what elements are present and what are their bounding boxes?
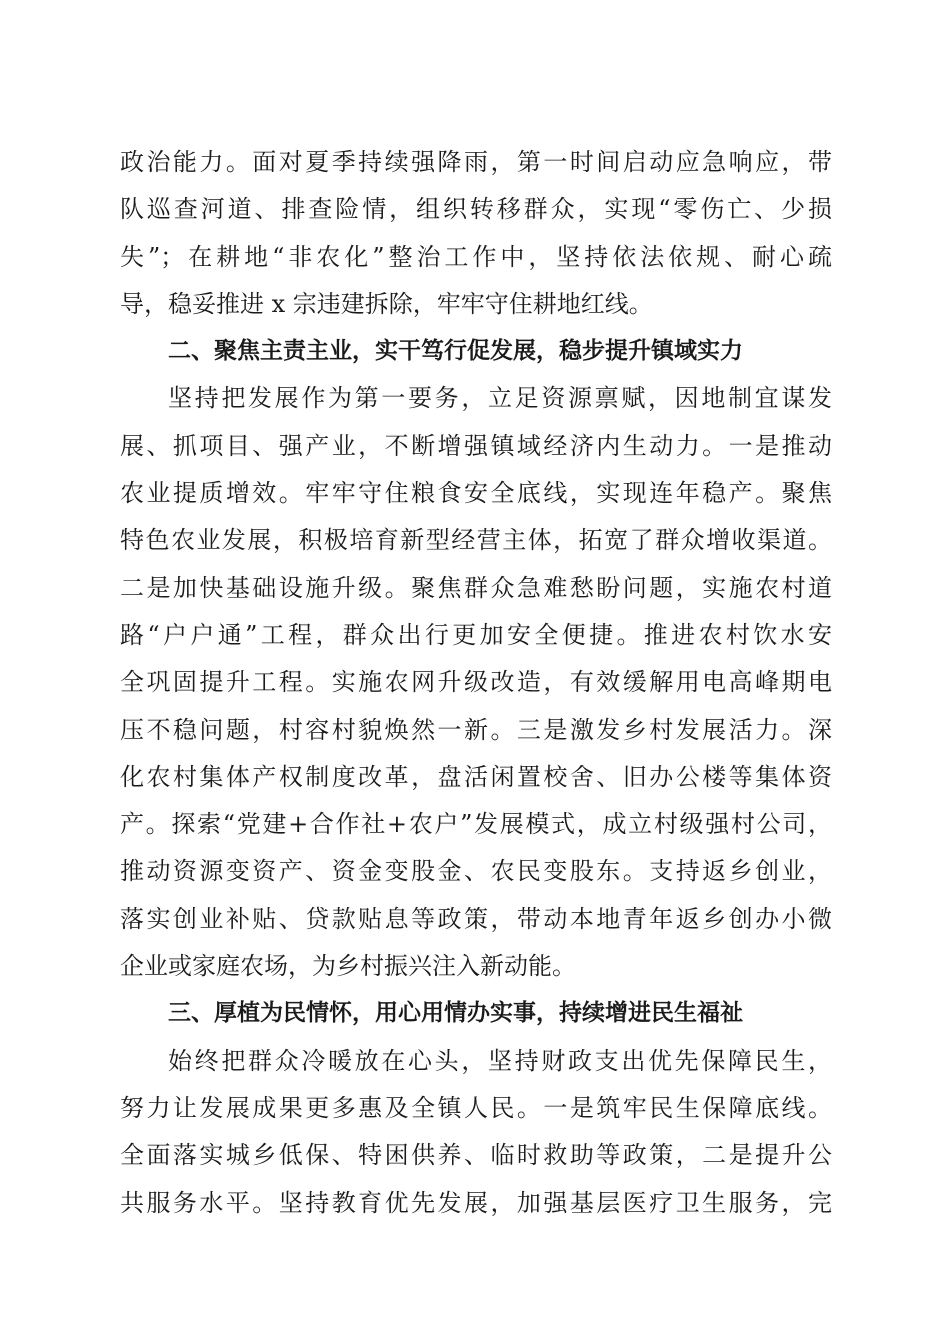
paragraph-3: [120, 1038, 832, 1227]
text-line: 产。探索“党建+合作社+农户”发展模式，成立村级强村公司，: [120, 810, 832, 839]
text-line: 政治能力。面对夏季持续强降雨，第一时间启动应急响应，带: [120, 148, 832, 176]
text-line: 二是加快基础设施升级。聚焦群众急难愁盼问题，实施农村道: [120, 573, 832, 602]
text-line: 推动资源变资产、资金变股金、农民变股东。支持返乡创业，: [120, 857, 832, 886]
paragraph-1: [120, 139, 832, 328]
text-line: 导，稳妥推进 x 宗违建拆除，牢牢守住耕地红线。: [120, 289, 653, 318]
text-line: 路“户户通”工程，群众出行更加安全便捷。推进农村饮水安: [120, 620, 832, 649]
section-heading-3: 三、厚植为民情怀，用心用情办实事，持续增进民生福祉: [168, 1000, 743, 1027]
text-line: 队巡查河道、排查险情，组织转移群众，实现“零伤亡、少损: [120, 195, 832, 224]
text-line: 始终把群众冷暖放在心头，坚持财政支出优先保障民生，: [168, 1046, 832, 1075]
text-line: 共服务水平。坚持教育优先发展，加强基层医疗卫生服务，完: [120, 1188, 832, 1217]
document-body: [120, 139, 832, 1227]
text-line: 努力让发展成果更多惠及全镇人民。一是筑牢民生保障底线。: [120, 1093, 832, 1122]
text-line: 压不稳问题，村容村貌焕然一新。三是激发乡村发展活力。深: [120, 715, 832, 744]
section-heading-2: 二、聚焦主责主业，实干笃行促发展，稳步提升镇域实力: [168, 338, 743, 365]
text-line: 全巩固提升工程。实施农网升级改造，有效缓解用电高峰期电: [120, 668, 832, 697]
text-line: 特色农业发展，积极培育新型经营主体，拓宽了群众增收渠道。: [120, 526, 832, 555]
text-line: 失”；在耕地“非农化”整治工作中，坚持依法依规、耐心疏: [120, 242, 832, 271]
text-line: 坚持把发展作为第一要务，立足资源禀赋，因地制宜谋发: [168, 384, 832, 413]
text-line: 落实创业补贴、贷款贴息等政策，带动本地青年返乡创办小微: [120, 904, 832, 933]
text-line: 企业或家庭农场，为乡村振兴注入新动能。: [120, 952, 576, 981]
text-line: 全面落实城乡低保、特困供养、临时救助等政策，二是提升公: [120, 1141, 832, 1170]
text-line: 农业提质增效。牢牢守住粮食安全底线，实现连年稳产。聚焦: [120, 479, 832, 508]
paragraph-2: [120, 375, 832, 990]
text-line: 展、抓项目、强产业，不断增强镇域经济内生动力。一是推动: [120, 431, 832, 460]
text-line: 化农村集体产权制度改革，盘活闲置校舍、旧办公楼等集体资: [120, 762, 832, 791]
